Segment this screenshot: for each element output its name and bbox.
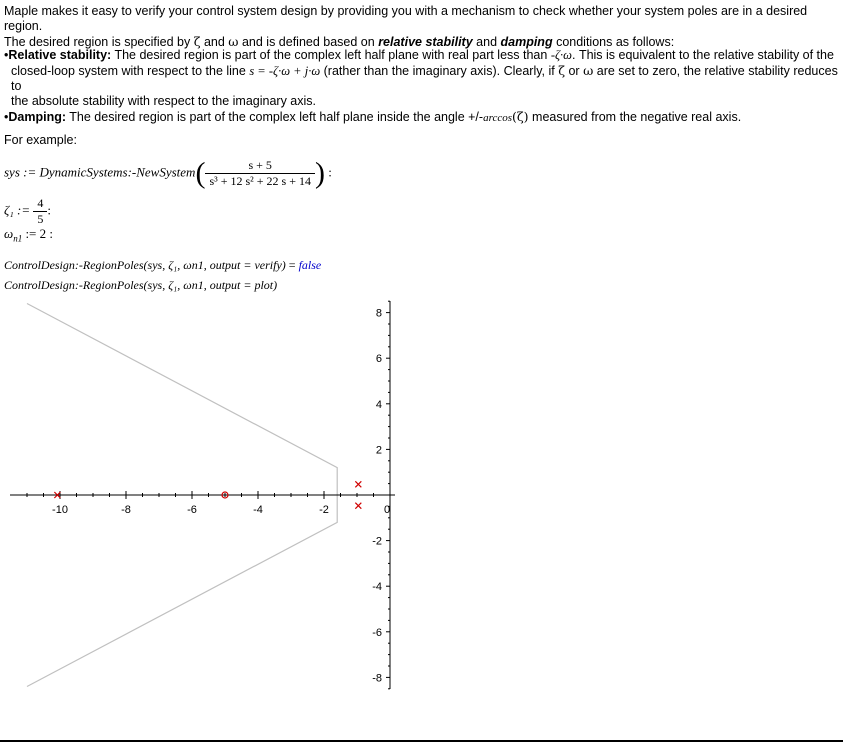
omega-symbol: ω	[583, 63, 594, 78]
bullet-text: measured from the negative real axis.	[528, 110, 742, 124]
math-expr: -ζ·ω	[550, 48, 572, 62]
zeta-num: 4	[33, 196, 47, 212]
sys-definition[interactable]: sys := DynamicSystems:-NewSystem( $\frac{s + 5}{\text{s³ + 12 s² + 22 s + 14}}$ ) :	[4, 156, 332, 190]
bullet-line: the absolute stability with respect to the imaginary axis.	[11, 94, 317, 108]
tf-numerator: s + 5	[205, 158, 315, 174]
x-tick-label: -10	[52, 504, 68, 516]
bullet-list	[4, 48, 843, 126]
transfer-function	[205, 158, 315, 189]
verify-command[interactable]	[4, 258, 321, 273]
intro-text: and is defined based on	[238, 35, 379, 49]
bullet-text: or	[565, 64, 584, 78]
zeta-symbol: ζ	[193, 34, 201, 49]
omega-value: := 2 :	[25, 226, 53, 241]
y-tick-label: 4	[375, 398, 382, 411]
omega-symbol: ω	[228, 34, 239, 49]
zeta-assignment[interactable]: ζ₁ := $\frac{4}{5}$ :	[4, 196, 52, 226]
plot-command-text: ControlDesign:-RegionPoles(sys, ζ₁, ωn1, output = plot)	[4, 278, 278, 292]
bullet-text: are set to zero, the relative stability reduces to	[11, 64, 838, 93]
intro-line-1: Maple makes it easy to verify your control system design by providing you with a mechanism to check whether your system poles are in a desired region.	[4, 4, 808, 33]
pole-marker	[355, 481, 361, 487]
math-expr: s = -ζ·ω + j·ω	[249, 64, 321, 78]
relative-stability-term: relative stability	[378, 35, 473, 49]
y-tick-label: -4	[372, 581, 382, 594]
y-tick-label: -6	[372, 626, 382, 639]
bullet-line	[4, 63, 843, 94]
bullet-relative-stability: •Relative stability: The desired region is part of the complex left half plane with real part less than -ζ·ω. This is equivalent to the relative stability of the	[4, 48, 834, 62]
pole-marker	[355, 503, 361, 509]
bullet-title: Relative stability:	[8, 48, 112, 62]
verify-command-text: ControlDesign:-RegionPoles(sys, ζ₁, ωn1, output = verify)	[4, 258, 286, 272]
zeta-lhs: ζ₁ :=	[4, 202, 31, 218]
omega-subscript: n1	[13, 233, 23, 244]
intro-text: and	[200, 35, 229, 49]
damping-term: damping	[500, 35, 553, 49]
bullet-text: closed-loop system with respect to the line	[11, 64, 250, 78]
y-tick-label: 6	[375, 353, 382, 366]
tf-denominator: s³ + 12 s² + 22 s + 14	[209, 174, 311, 188]
x-tick-label: -4	[253, 504, 263, 516]
bottom-divider	[0, 740, 843, 742]
example-label: For example:	[4, 133, 77, 147]
math-expr: arccos	[483, 112, 512, 124]
omega-lhs: ω	[4, 226, 14, 241]
verify-result: false	[298, 258, 322, 272]
intro-text: conditions as follows:	[552, 35, 675, 49]
bullet-damping: •Damping: The desired region is part of the complex left half plane inside the angle +/-arccos(ζ) measured from the negative real axis.	[4, 109, 742, 124]
bullet-text: (rather than the imaginary axis). Clearly, if	[320, 64, 559, 78]
equals-sign: =	[288, 258, 296, 272]
y-tick-label: 0	[383, 504, 391, 516]
y-tick-label: -2	[372, 535, 382, 548]
region-poles-plot[interactable]	[0, 295, 843, 695]
intro-text: The desired region is specified by	[4, 35, 194, 49]
y-tick-label: 8	[375, 307, 382, 320]
sys-lhs: sys := DynamicSystems:-NewSystem	[4, 164, 196, 180]
zeta-symbol: ζ	[558, 63, 565, 78]
x-tick-label: -8	[121, 504, 131, 516]
x-tick-label: -2	[319, 504, 329, 516]
bullet-text: . This is equivalent to the relative stability of the	[572, 48, 834, 62]
y-tick-label: -8	[372, 672, 382, 685]
zeta-symbol: ζ	[516, 109, 524, 124]
y-tick-label: 2	[375, 444, 382, 457]
plot-command[interactable]	[4, 278, 277, 293]
omega-assignment[interactable]	[4, 226, 53, 244]
bullet-text: The desired region is part of the complex left half plane inside the angle +/-	[66, 110, 484, 124]
bullet-title: Damping:	[8, 110, 67, 124]
zeta-fraction	[33, 196, 47, 227]
intro-text: and	[472, 35, 501, 49]
zeta-den: 5	[37, 212, 44, 226]
intro-paragraph	[4, 4, 843, 50]
x-tick-label: -6	[187, 504, 197, 516]
bullet-text: The desired region is part of the complex left half plane with real part less than	[111, 48, 551, 62]
